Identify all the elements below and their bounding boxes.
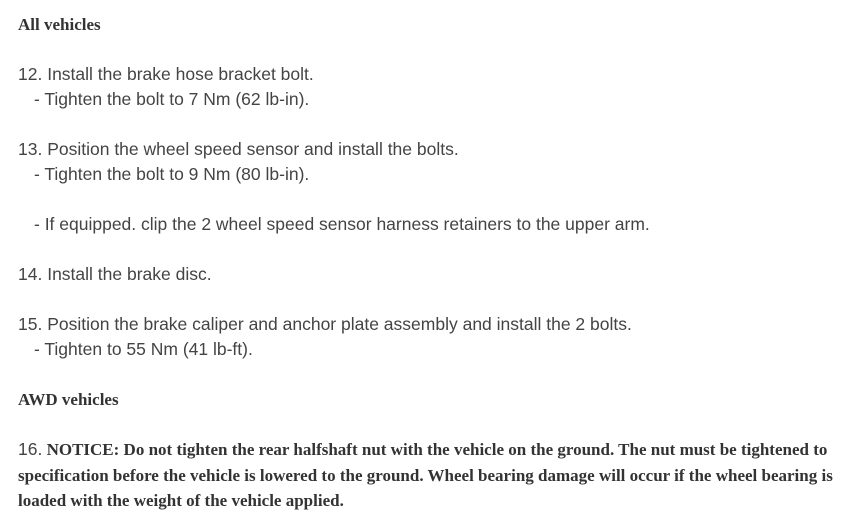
step-number: 13. <box>18 139 43 159</box>
section-heading-all-vehicles: All vehicles <box>18 15 101 34</box>
step-text: Install the brake hose bracket bolt. <box>47 64 314 84</box>
spacer <box>18 187 863 212</box>
spacer <box>18 287 863 312</box>
step-12 <box>18 62 863 87</box>
step-15-substep-1: - Tighten to 55 Nm (41 lb-ft). <box>34 339 253 359</box>
step-text: Install the brake disc. <box>47 264 212 284</box>
step-number: 16. <box>18 439 43 459</box>
spacer <box>18 362 863 387</box>
step-text: Position the brake caliper and anchor plate assembly and install the 2 bolts. <box>47 314 632 334</box>
step-14 <box>18 262 863 287</box>
procedure-document <box>18 12 863 514</box>
spacer <box>18 412 863 437</box>
step-16-notice <box>18 437 858 514</box>
spacer <box>18 37 863 62</box>
step-number: 15. <box>18 314 43 334</box>
step-13-substep-1: - Tighten the bolt to 9 Nm (80 lb-in). <box>34 164 310 184</box>
step-13 <box>18 137 863 162</box>
section-heading-awd-vehicles: AWD vehicles <box>18 390 119 409</box>
notice-text: NOTICE: Do not tighten the rear halfshaft nut with the vehicle on the ground. The nut must be tightened to specification before the vehicle is lowered to the ground. Wheel bearing damage will occur if the wheel bearing is loaded with the weight of the vehicle applied. <box>18 440 833 510</box>
step-12-substep-1: - Tighten the bolt to 7 Nm (62 lb-in). <box>34 89 310 109</box>
step-text: Position the wheel speed sensor and install the bolts. <box>47 139 459 159</box>
spacer <box>18 237 863 262</box>
step-15 <box>18 312 863 337</box>
step-13-substep-2: - If equipped. clip the 2 wheel speed sensor harness retainers to the upper arm. <box>34 214 650 234</box>
spacer <box>18 112 863 137</box>
step-number: 14. <box>18 264 43 284</box>
step-number: 12. <box>18 64 43 84</box>
